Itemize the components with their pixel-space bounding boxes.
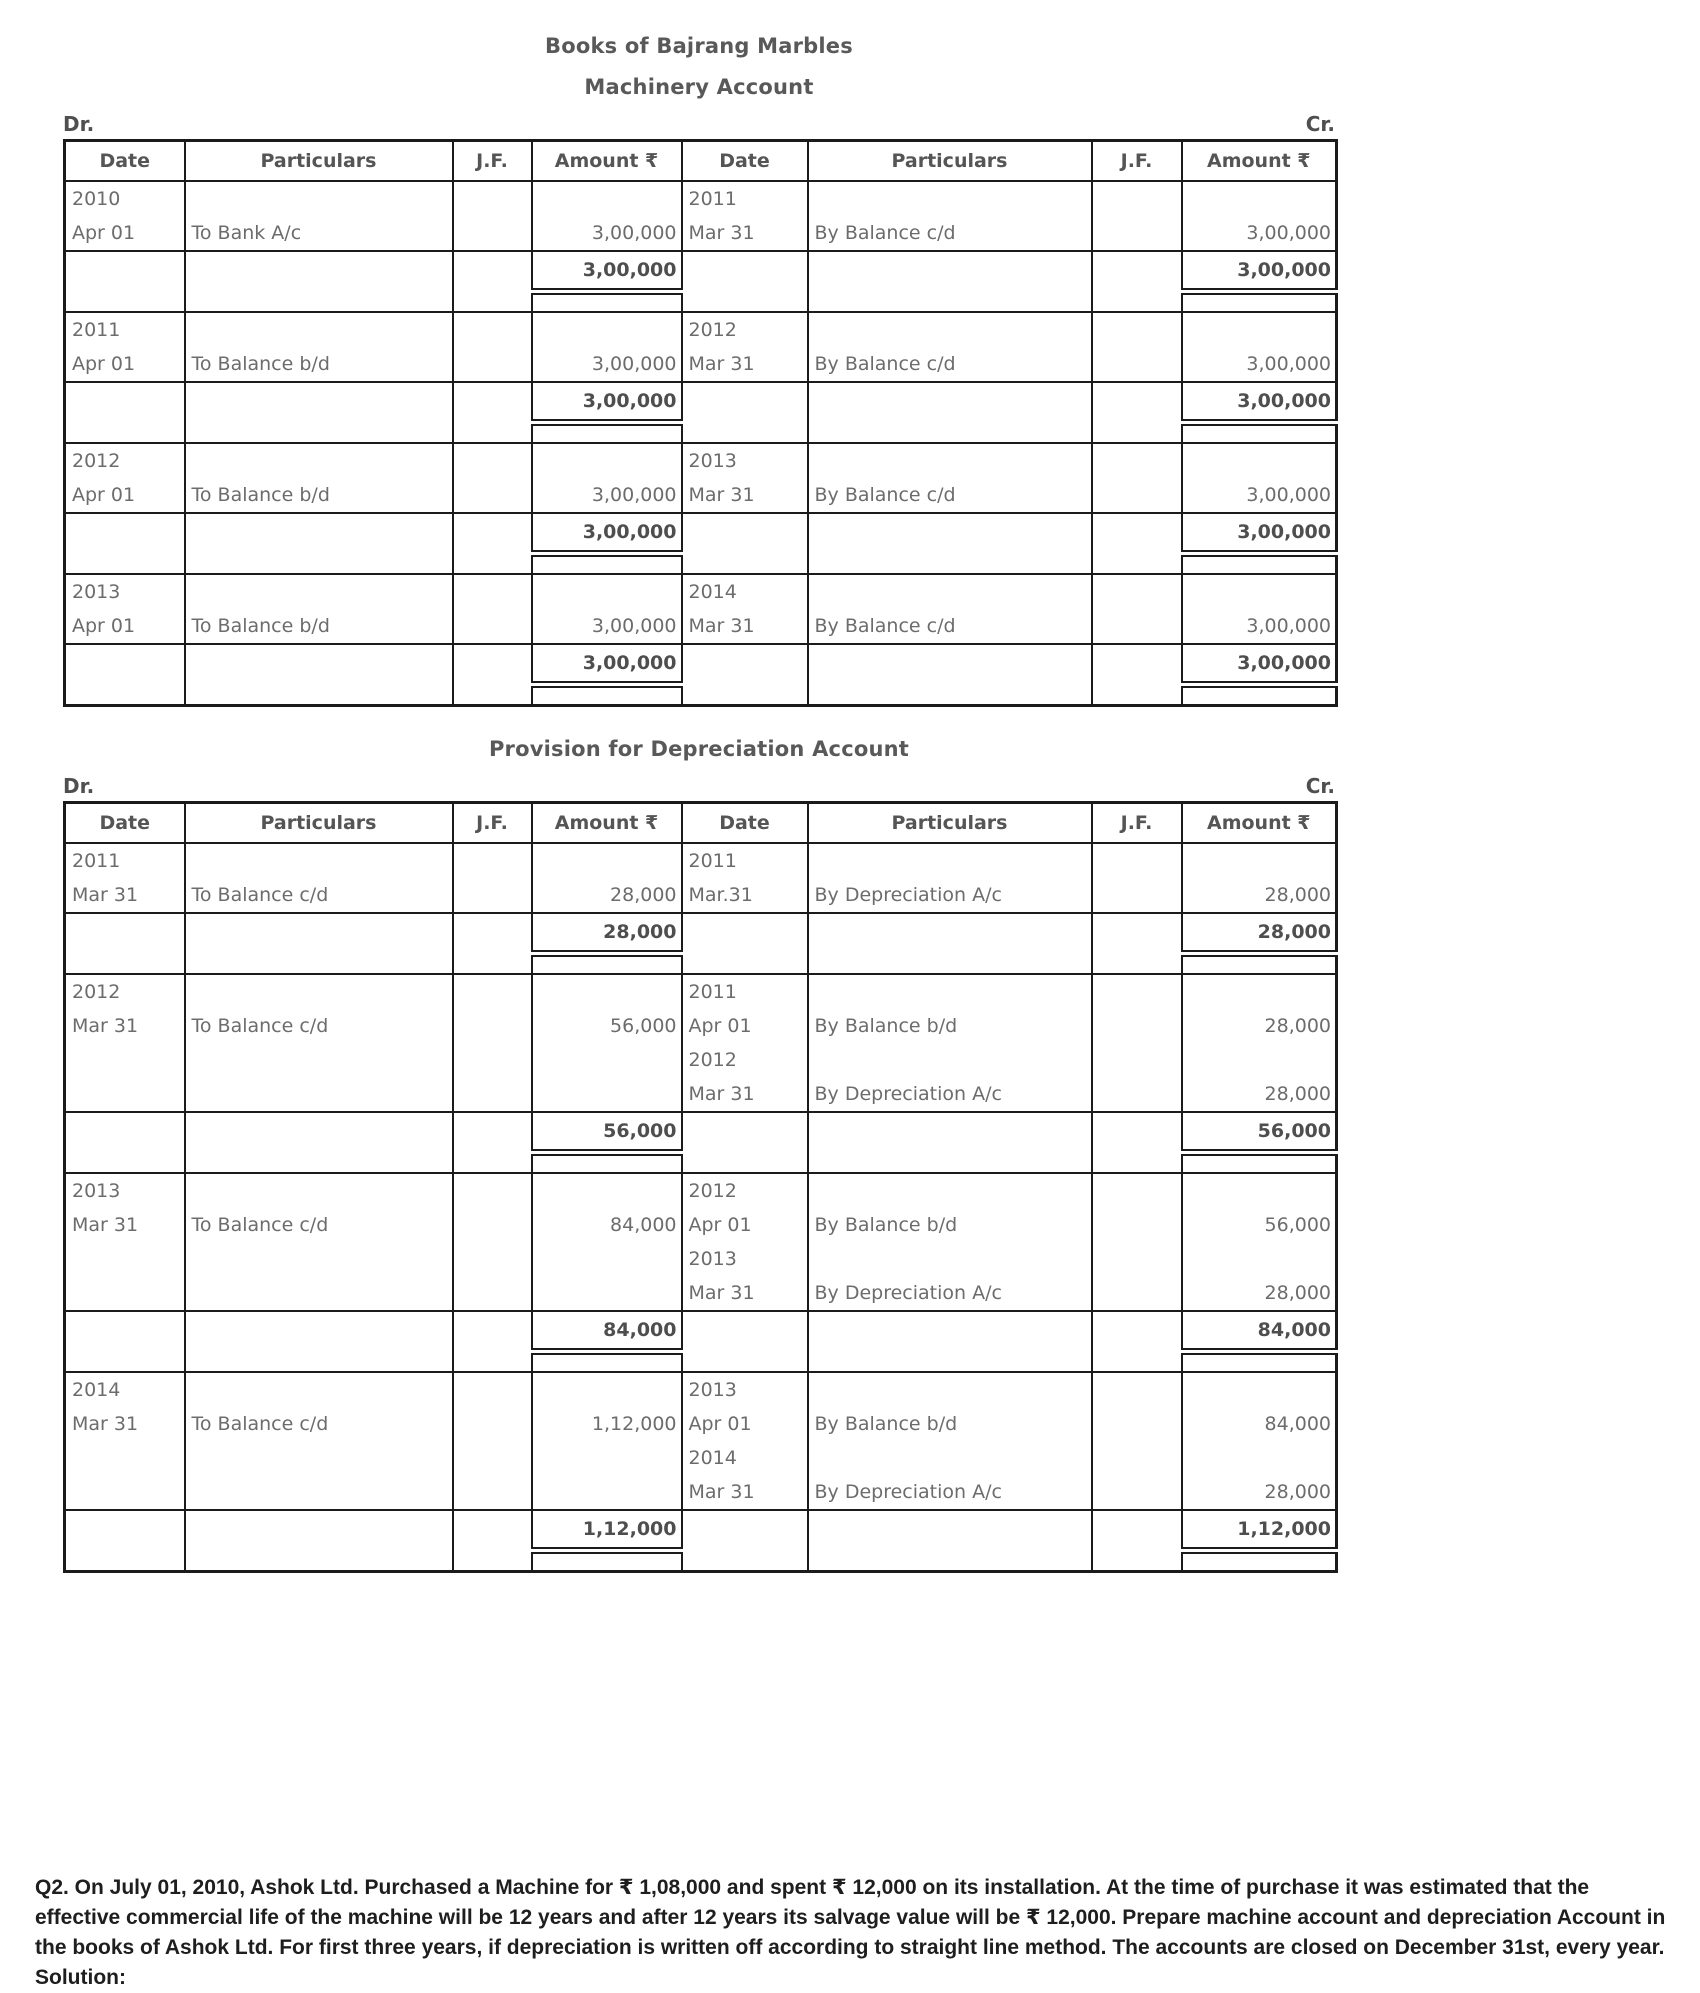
total-amount: 3,00,000 bbox=[532, 644, 682, 685]
table-header-row bbox=[65, 803, 1337, 844]
jf-cell bbox=[453, 312, 532, 382]
entry-date: Mar 31 bbox=[72, 1413, 139, 1435]
entry-date: Mar 31 bbox=[688, 1481, 755, 1503]
col-header-jf: J.F. bbox=[1092, 141, 1182, 182]
entry-particulars: By Depreciation A/c bbox=[814, 1282, 1002, 1304]
entry-year: 2013 bbox=[688, 1379, 737, 1401]
spacer-row bbox=[65, 685, 1337, 706]
jf-cell bbox=[453, 974, 532, 1112]
entry-particulars: To Balance c/d bbox=[191, 1214, 329, 1236]
entry-particulars: To Balance b/d bbox=[191, 484, 330, 506]
date-cell bbox=[65, 974, 185, 1112]
book-title: Books of Bajrang Marbles bbox=[545, 34, 853, 58]
date-cell bbox=[65, 574, 185, 644]
ledger-entry-row bbox=[65, 1372, 1337, 1510]
entry-particulars: By Balance b/d bbox=[814, 1413, 958, 1435]
total-amount: 3,00,000 bbox=[532, 513, 682, 554]
jf-cell bbox=[453, 1372, 532, 1510]
total-row bbox=[65, 1311, 1337, 1352]
spacer-row bbox=[65, 1551, 1337, 1572]
total-amount: 28,000 bbox=[532, 913, 682, 954]
entry-date: Mar 31 bbox=[688, 222, 755, 244]
entry-year: 2013 bbox=[72, 1180, 121, 1202]
cr-label: Cr. bbox=[1305, 774, 1335, 798]
spacer-row bbox=[65, 292, 1337, 313]
total-amount: 28,000 bbox=[1182, 913, 1337, 954]
entry-year: 2014 bbox=[688, 581, 737, 603]
entry-particulars: By Depreciation A/c bbox=[814, 884, 1002, 906]
total-amount: 1,12,000 bbox=[1182, 1510, 1337, 1551]
total-amount: 56,000 bbox=[1182, 1112, 1337, 1153]
entry-year: 2012 bbox=[688, 1049, 737, 1071]
entry-date: Apr 01 bbox=[688, 1214, 752, 1236]
total-amount: 3,00,000 bbox=[532, 382, 682, 423]
entry-amount: 28,000 bbox=[1264, 1481, 1331, 1503]
date-cell bbox=[682, 443, 808, 513]
drcr-row bbox=[63, 112, 1335, 136]
total-amount: 84,000 bbox=[1182, 1311, 1337, 1352]
entry-particulars: By Balance c/d bbox=[814, 484, 956, 506]
amount-cell bbox=[532, 1173, 682, 1311]
entry-amount: 3,00,000 bbox=[591, 222, 677, 244]
entry-particulars: By Balance b/d bbox=[814, 1015, 958, 1037]
entry-amount: 28,000 bbox=[1264, 1282, 1331, 1304]
entry-year: 2010 bbox=[72, 188, 121, 210]
col-header-jf: J.F. bbox=[1092, 803, 1182, 844]
entry-amount: 84,000 bbox=[1264, 1413, 1331, 1435]
entry-date: Mar 31 bbox=[72, 884, 139, 906]
total-amount: 3,00,000 bbox=[1182, 513, 1337, 554]
col-header-date: Date bbox=[682, 141, 808, 182]
entry-particulars: To Balance c/d bbox=[191, 1015, 329, 1037]
particulars-cell bbox=[185, 312, 453, 382]
jf-cell bbox=[453, 181, 532, 251]
particulars-cell bbox=[185, 1173, 453, 1311]
col-header-particulars: Particulars bbox=[185, 141, 453, 182]
entry-date: Mar 31 bbox=[688, 1282, 755, 1304]
total-amount: 1,12,000 bbox=[532, 1510, 682, 1551]
entry-amount: 28,000 bbox=[1264, 1083, 1331, 1105]
entry-year: 2012 bbox=[688, 319, 737, 341]
ledger-entry-row bbox=[65, 574, 1337, 644]
amount-cell bbox=[1182, 443, 1337, 513]
particulars-cell bbox=[185, 574, 453, 644]
date-cell bbox=[65, 181, 185, 251]
date-cell bbox=[682, 574, 808, 644]
entry-year: 2011 bbox=[72, 850, 121, 872]
entry-amount: 3,00,000 bbox=[1246, 615, 1331, 637]
particulars-cell bbox=[808, 843, 1092, 913]
spacer-row bbox=[65, 423, 1337, 444]
amount-cell bbox=[532, 443, 682, 513]
ledger-entry-row bbox=[65, 181, 1337, 251]
entry-amount: 3,00,000 bbox=[591, 484, 677, 506]
entry-amount: 56,000 bbox=[610, 1015, 677, 1037]
total-amount: 84,000 bbox=[532, 1311, 682, 1352]
entry-particulars: By Balance c/d bbox=[814, 615, 956, 637]
table-header-row bbox=[65, 141, 1337, 182]
amount-cell bbox=[532, 181, 682, 251]
total-row bbox=[65, 251, 1337, 292]
col-header-particulars: Particulars bbox=[808, 141, 1092, 182]
depreciation-account-title: Provision for Depreciation Account bbox=[488, 737, 910, 761]
jf-cell bbox=[1092, 443, 1182, 513]
jf-cell bbox=[453, 843, 532, 913]
date-cell bbox=[682, 843, 808, 913]
total-amount: 56,000 bbox=[532, 1112, 682, 1153]
dr-label: Dr. bbox=[63, 774, 95, 798]
amount-cell bbox=[1182, 1372, 1337, 1510]
entry-particulars: To Balance b/d bbox=[191, 353, 330, 375]
particulars-cell bbox=[808, 974, 1092, 1112]
particulars-cell bbox=[185, 1372, 453, 1510]
entry-year: 2014 bbox=[72, 1379, 121, 1401]
entry-date: Apr 01 bbox=[688, 1413, 752, 1435]
entry-amount: 84,000 bbox=[610, 1214, 677, 1236]
entry-particulars: By Balance b/d bbox=[814, 1214, 958, 1236]
entry-year: 2012 bbox=[72, 450, 121, 472]
date-cell bbox=[65, 1372, 185, 1510]
machinery-account-table bbox=[63, 139, 1338, 707]
spacer-row bbox=[65, 1352, 1337, 1373]
date-cell bbox=[65, 843, 185, 913]
entry-amount: 56,000 bbox=[1264, 1214, 1331, 1236]
entry-amount: 3,00,000 bbox=[1246, 222, 1331, 244]
entry-date: Mar 31 bbox=[688, 353, 755, 375]
entry-date: Mar 31 bbox=[72, 1214, 139, 1236]
entry-year: 2012 bbox=[688, 1180, 737, 1202]
entry-date: Apr 01 bbox=[72, 615, 136, 637]
entry-particulars: To Balance b/d bbox=[191, 615, 330, 637]
entry-amount: 28,000 bbox=[1264, 884, 1331, 906]
entry-particulars: By Balance c/d bbox=[814, 353, 956, 375]
amount-cell bbox=[1182, 312, 1337, 382]
col-header-particulars: Particulars bbox=[808, 803, 1092, 844]
jf-cell bbox=[453, 443, 532, 513]
amount-cell bbox=[532, 974, 682, 1112]
jf-cell bbox=[1092, 312, 1182, 382]
date-cell bbox=[682, 1173, 808, 1311]
spacer-row bbox=[65, 954, 1337, 975]
date-cell bbox=[65, 443, 185, 513]
particulars-cell bbox=[185, 443, 453, 513]
jf-cell bbox=[453, 574, 532, 644]
total-row bbox=[65, 913, 1337, 954]
amount-cell bbox=[1182, 843, 1337, 913]
date-cell bbox=[682, 312, 808, 382]
entry-particulars: By Depreciation A/c bbox=[814, 1083, 1002, 1105]
entry-year: 2013 bbox=[688, 1248, 737, 1270]
date-cell bbox=[65, 312, 185, 382]
entry-date: Apr 01 bbox=[72, 222, 136, 244]
drcr-row bbox=[63, 774, 1335, 798]
entry-date: Mar 31 bbox=[688, 484, 755, 506]
entry-year: 2011 bbox=[72, 319, 121, 341]
entry-year: 2011 bbox=[688, 188, 737, 210]
ledger-entry-row bbox=[65, 312, 1337, 382]
entry-particulars: To Balance c/d bbox=[191, 1413, 329, 1435]
amount-cell bbox=[1182, 974, 1337, 1112]
entry-date: Mar 31 bbox=[688, 1083, 755, 1105]
question-text: Q2. On July 01, 2010, Ashok Ltd. Purchased a Machine for ₹ 1,08,000 and spent ₹ 12,000 on its installation. At the time of purchase it was estimated that the effective commercial life of the machine will be 12 years and after 12 years its salvage value will be ₹ 12,000. Prepare machine account and depreciation Account in the books of Ashok Ltd. For first three years, if depreciation is written off according to straight line method. The accounts are closed on December 31st, every year. bbox=[35, 1876, 1666, 1959]
depreciation-account-table bbox=[63, 801, 1338, 1573]
jf-cell bbox=[1092, 974, 1182, 1112]
dr-label: Dr. bbox=[63, 112, 95, 136]
particulars-cell bbox=[808, 1372, 1092, 1510]
entry-year: 2011 bbox=[688, 850, 737, 872]
entry-particulars: To Bank A/c bbox=[191, 222, 302, 244]
spacer-row bbox=[65, 1153, 1337, 1174]
entry-particulars: By Balance c/d bbox=[814, 222, 956, 244]
entry-date: Mar 31 bbox=[72, 1015, 139, 1037]
spacer-row bbox=[65, 554, 1337, 575]
entry-date: Apr 01 bbox=[72, 353, 136, 375]
entry-year: 2012 bbox=[72, 981, 121, 1003]
jf-cell bbox=[1092, 181, 1182, 251]
col-header-jf: J.F. bbox=[453, 141, 532, 182]
entry-amount: 3,00,000 bbox=[1246, 353, 1331, 375]
jf-cell bbox=[1092, 843, 1182, 913]
page-header bbox=[63, 34, 1335, 99]
jf-cell bbox=[1092, 574, 1182, 644]
entry-date: Apr 01 bbox=[688, 1015, 752, 1037]
total-amount: 3,00,000 bbox=[532, 251, 682, 292]
entry-amount: 1,12,000 bbox=[591, 1413, 677, 1435]
jf-cell bbox=[1092, 1372, 1182, 1510]
ledger-entry-row bbox=[65, 843, 1337, 913]
amount-cell bbox=[532, 1372, 682, 1510]
entry-date: Mar.31 bbox=[688, 884, 753, 906]
col-header-date: Date bbox=[682, 803, 808, 844]
entry-year: 2013 bbox=[72, 581, 121, 603]
col-header-particulars: Particulars bbox=[185, 803, 453, 844]
total-row bbox=[65, 1510, 1337, 1551]
total-row bbox=[65, 382, 1337, 423]
entry-amount: 3,00,000 bbox=[591, 615, 677, 637]
date-cell bbox=[682, 1372, 808, 1510]
particulars-cell bbox=[808, 181, 1092, 251]
particulars-cell bbox=[808, 574, 1092, 644]
col-header-amount: Amount ₹ bbox=[1182, 141, 1337, 182]
date-cell bbox=[682, 181, 808, 251]
entry-date: Mar 31 bbox=[688, 615, 755, 637]
particulars-cell bbox=[808, 1173, 1092, 1311]
col-header-date: Date bbox=[65, 803, 185, 844]
particulars-cell bbox=[808, 443, 1092, 513]
ledger-entry-row bbox=[65, 443, 1337, 513]
particulars-cell bbox=[185, 181, 453, 251]
entry-year: 2014 bbox=[688, 1447, 737, 1469]
entry-date: Apr 01 bbox=[72, 484, 136, 506]
entry-year: 2013 bbox=[688, 450, 737, 472]
solution-label: Solution: bbox=[35, 1966, 126, 1989]
particulars-cell bbox=[185, 974, 453, 1112]
amount-cell bbox=[1182, 181, 1337, 251]
amount-cell bbox=[1182, 1173, 1337, 1311]
amount-cell bbox=[1182, 574, 1337, 644]
amount-cell bbox=[532, 843, 682, 913]
col-header-amount: Amount ₹ bbox=[1182, 803, 1337, 844]
jf-cell bbox=[1092, 1173, 1182, 1311]
jf-cell bbox=[453, 1173, 532, 1311]
total-amount: 3,00,000 bbox=[1182, 251, 1337, 292]
amount-cell bbox=[532, 312, 682, 382]
total-amount: 3,00,000 bbox=[1182, 382, 1337, 423]
total-row bbox=[65, 644, 1337, 685]
machinery-account-title: Machinery Account bbox=[584, 75, 814, 99]
amount-cell bbox=[532, 574, 682, 644]
particulars-cell bbox=[808, 312, 1092, 382]
col-header-jf: J.F. bbox=[453, 803, 532, 844]
entry-amount: 28,000 bbox=[610, 884, 677, 906]
col-header-amount: Amount ₹ bbox=[532, 803, 682, 844]
date-cell bbox=[682, 974, 808, 1112]
ledger-entry-row bbox=[65, 1173, 1337, 1311]
total-row bbox=[65, 513, 1337, 554]
entry-particulars: By Depreciation A/c bbox=[814, 1481, 1002, 1503]
cr-label: Cr. bbox=[1305, 112, 1335, 136]
entry-amount: 28,000 bbox=[1264, 1015, 1331, 1037]
entry-year: 2011 bbox=[688, 981, 737, 1003]
total-amount: 3,00,000 bbox=[1182, 644, 1337, 685]
entry-amount: 3,00,000 bbox=[1246, 484, 1331, 506]
entry-particulars: To Balance c/d bbox=[191, 884, 329, 906]
particulars-cell bbox=[185, 843, 453, 913]
ledger-entry-row bbox=[65, 974, 1337, 1112]
date-cell bbox=[65, 1173, 185, 1311]
col-header-amount: Amount ₹ bbox=[532, 141, 682, 182]
col-header-date: Date bbox=[65, 141, 185, 182]
total-row bbox=[65, 1112, 1337, 1153]
entry-amount: 3,00,000 bbox=[591, 353, 677, 375]
